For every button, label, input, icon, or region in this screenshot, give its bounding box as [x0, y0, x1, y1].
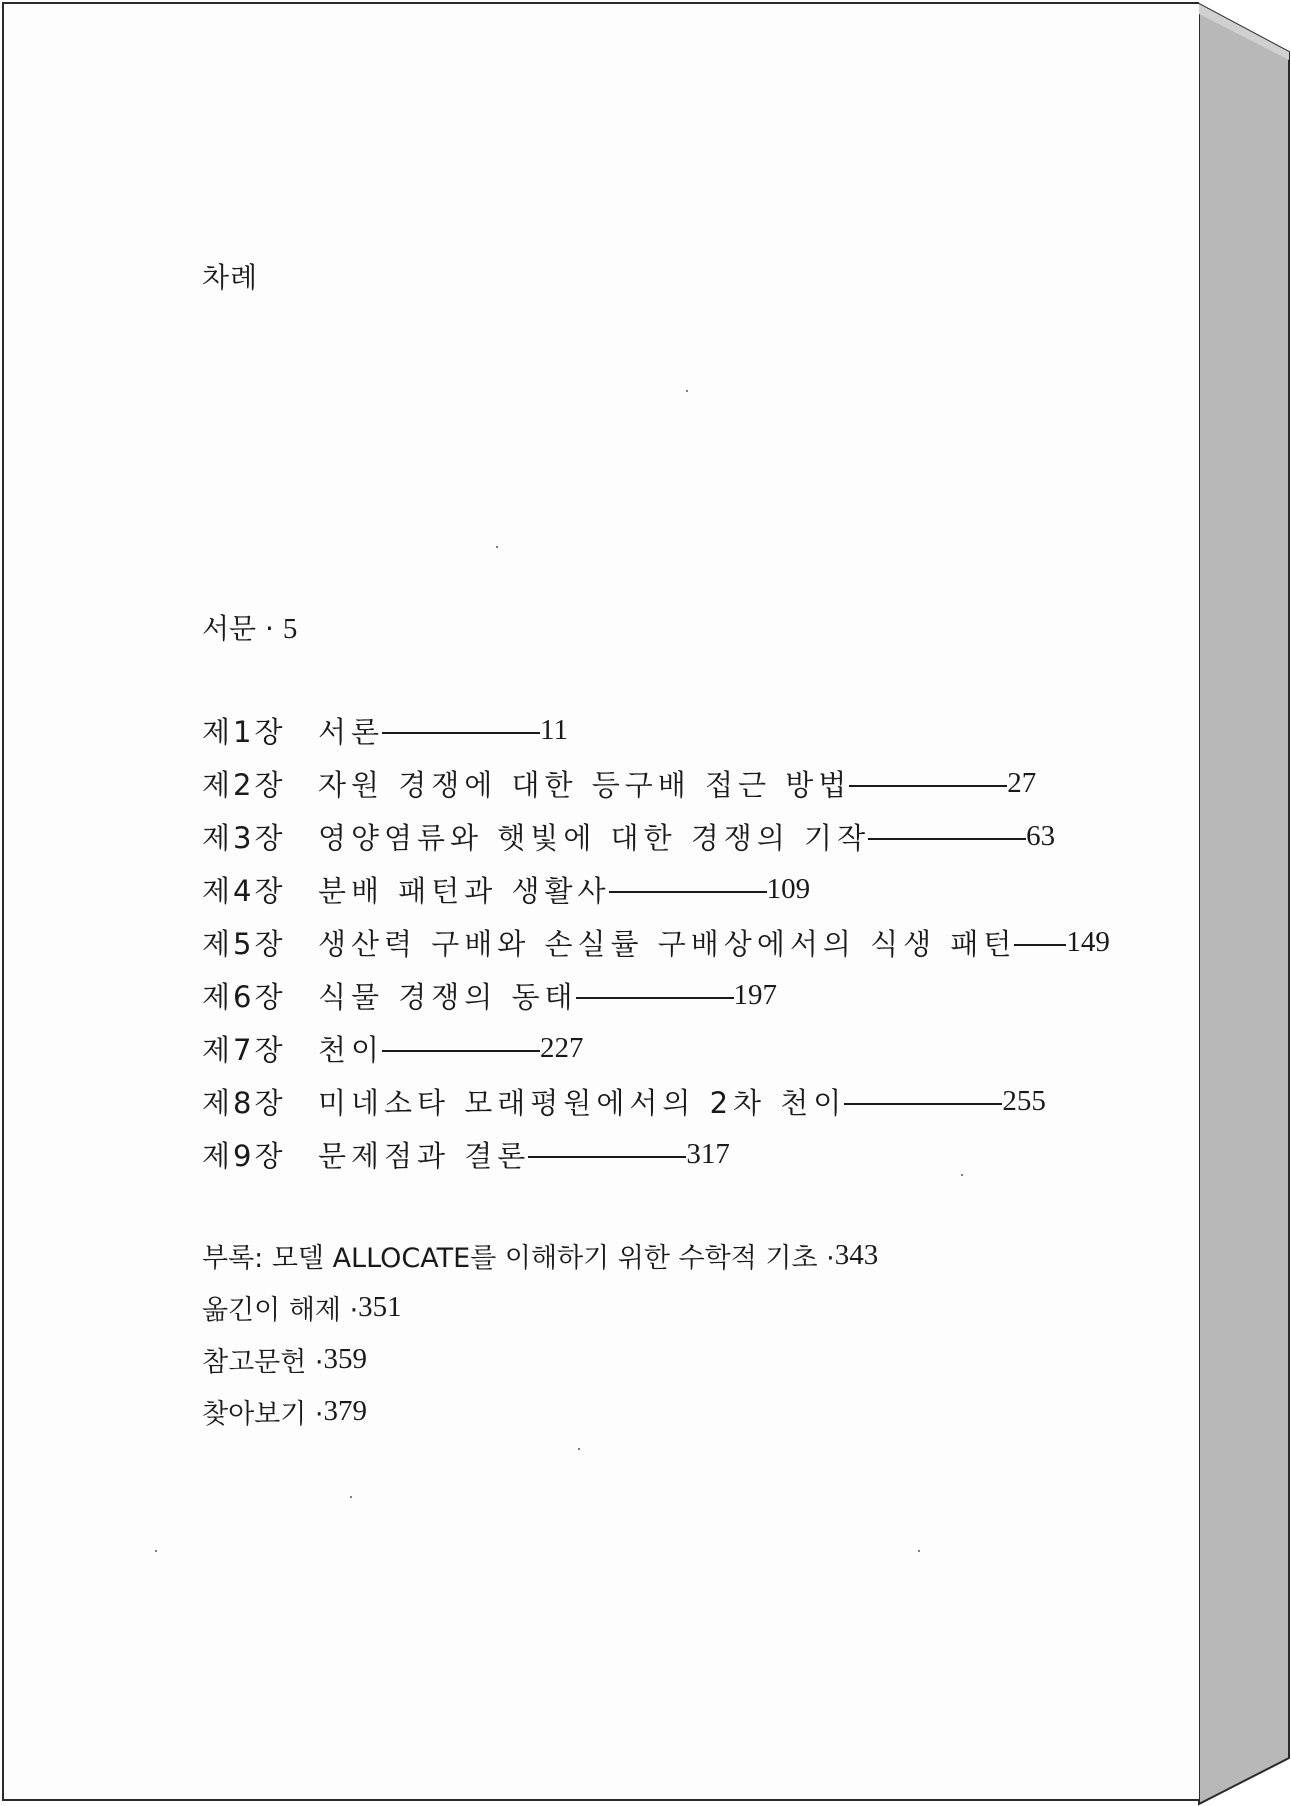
- leader-line: [528, 1156, 686, 1158]
- chapter-page-number: 11: [540, 714, 568, 746]
- chapter-title: 서론: [318, 715, 385, 749]
- back-matter-entry: [202, 1385, 878, 1437]
- toc-heading: 차례: [202, 261, 259, 294]
- back-matter-entry: [202, 1229, 878, 1281]
- scan-speck: [155, 1550, 157, 1552]
- back-matter-label: 참고문헌 ·: [202, 1346, 324, 1378]
- chapter-page-number: 255: [1002, 1085, 1046, 1117]
- preface-label: 서문 ·: [202, 612, 283, 645]
- chapter-page-number: 149: [1066, 926, 1110, 958]
- chapter-title: 생산력 구배와 손실률 구배상에서의 식생 패턴: [318, 927, 1017, 961]
- scan-speck: [350, 1496, 352, 1498]
- leader-line: [844, 1103, 1002, 1105]
- chapter-number: 제4장: [202, 874, 286, 908]
- chapter-entry: [202, 757, 1110, 810]
- leader-line: [576, 997, 734, 999]
- scan-speck: [918, 1550, 920, 1552]
- back-matter-page-number: 343: [834, 1238, 879, 1271]
- preface-entry: [202, 607, 297, 647]
- chapter-entry: [202, 1075, 1110, 1128]
- chapter-title: 문제점과 결론: [318, 1139, 531, 1173]
- scan-speck: [578, 1448, 580, 1450]
- chapter-entry: [202, 810, 1110, 863]
- chapter-entry: [202, 704, 1110, 757]
- chapter-entry: [202, 1022, 1110, 1075]
- chapter-entry: [202, 1128, 1110, 1181]
- chapter-title: 식물 경쟁의 동태: [318, 980, 578, 1014]
- chapter-page-number: 27: [1007, 767, 1037, 799]
- chapter-list: [202, 704, 1110, 1181]
- chapter-number: 제6장: [202, 980, 286, 1014]
- chapter-title: 영양염류와 햇빛에 대한 경쟁의 기작: [318, 821, 871, 855]
- chapter-page-number: 63: [1026, 820, 1056, 852]
- chapter-number: 제1장: [202, 715, 286, 749]
- chapter-title: 미네소타 모래평원에서의 2차 천이: [318, 1086, 847, 1120]
- back-matter-page-number: 359: [323, 1342, 367, 1375]
- back-matter-label: 옮긴이 해제 ·: [202, 1294, 359, 1326]
- back-matter-page-number: 351: [358, 1290, 402, 1323]
- leader-line: [382, 1050, 540, 1052]
- leader-line: [868, 838, 1026, 840]
- leader-line: [849, 785, 1007, 787]
- chapter-number: 제8장: [202, 1086, 286, 1120]
- back-matter-label: 부록: 모델 ALLOCATE를 이해하기 위한 수학적 기초 ·: [202, 1242, 835, 1274]
- chapter-page-number: 227: [540, 1032, 584, 1064]
- back-matter-label: 찾아보기 ·: [202, 1398, 324, 1430]
- table-of-contents-page: [2, 2, 1199, 1801]
- chapter-entry: [202, 969, 1110, 1022]
- chapter-entry: [202, 863, 1110, 916]
- chapter-page-number: 317: [686, 1138, 730, 1170]
- chapter-number: 제9장: [202, 1139, 286, 1173]
- scan-speck: [496, 546, 498, 548]
- back-matter-entry: [202, 1281, 878, 1333]
- chapter-page-number: 109: [766, 873, 811, 905]
- chapter-number: 제3장: [202, 821, 286, 855]
- chapter-number: 제5장: [202, 927, 286, 961]
- chapter-entry: [202, 916, 1110, 969]
- back-matter-entry: [202, 1333, 878, 1385]
- scan-speck: [961, 1174, 963, 1176]
- preface-page-number: 5: [282, 613, 298, 645]
- leader-line: [609, 891, 767, 893]
- chapter-number: 제2장: [202, 768, 286, 802]
- chapter-number: 제7장: [202, 1033, 286, 1067]
- leader-line: [382, 732, 540, 734]
- back-matter-list: [202, 1229, 878, 1437]
- scan-speck: [686, 390, 688, 392]
- chapter-title: 분배 패턴과 생활사: [318, 874, 611, 908]
- back-matter-page-number: 379: [323, 1394, 367, 1427]
- chapter-title: 천이: [318, 1033, 385, 1067]
- chapter-title: 자원 경쟁에 대한 등구배 접근 방법: [318, 768, 852, 802]
- chapter-page-number: 197: [733, 979, 778, 1011]
- leader-line: [1014, 944, 1066, 946]
